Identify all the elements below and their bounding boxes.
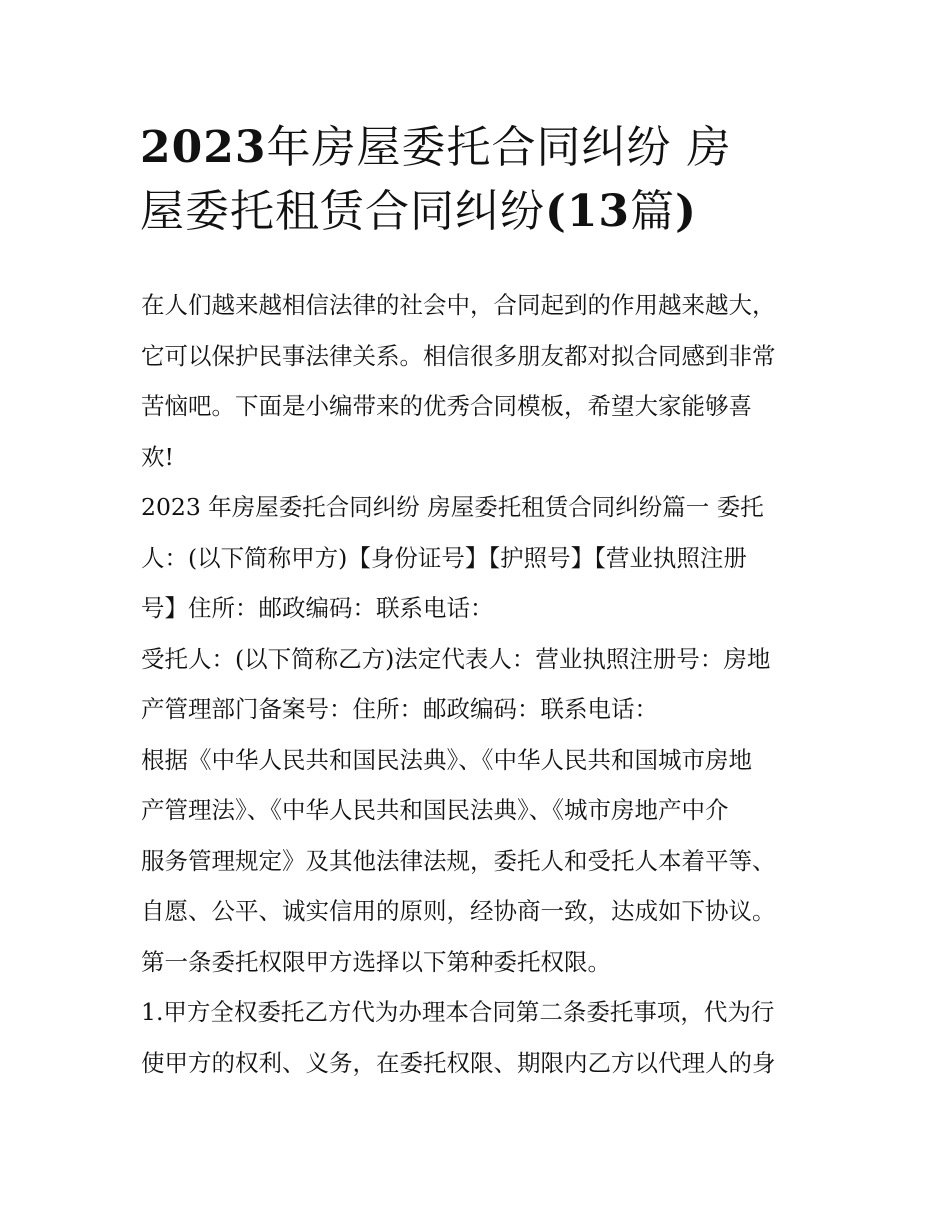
body-line: 产管理法》、《中华人民共和国民法典》、《城市房地产中介 <box>141 796 729 824</box>
body-line: 自愿、公平、诚实信用的原则，经协商一致，达成如下协议。 <box>141 897 776 925</box>
body-line: 受托人：(以下简称乙方)法定代表人：营业执照注册号：房地 <box>141 644 771 673</box>
document-title <box>140 116 820 244</box>
body-line: 使甲方的权利、义务，在委托权限、期限内乙方以代理人的身 <box>141 1048 776 1077</box>
body-line: 苦恼吧。下面是小编带来的优秀合同模板，希望大家能够喜 <box>141 392 752 420</box>
title-count: (13 <box>545 186 631 237</box>
body-line: 号】住所：邮政编码：联系电话： <box>141 594 494 622</box>
title-close-paren: ) <box>675 186 697 237</box>
body-line: 欢! <box>141 442 174 471</box>
title-year: 2023 <box>140 122 267 173</box>
title-text-2: 屋委托租赁合同纠纷 <box>140 186 545 237</box>
body-line: 服务管理规定》及其他法律法规，委托人和受托人本着平等、 <box>141 846 776 875</box>
title-line-1 <box>140 122 731 173</box>
title-count-unit: 篇 <box>630 186 676 237</box>
title-text-1: 年房屋委托合同纠纷 房 <box>266 122 732 173</box>
body-line: 人：(以下简称甲方)【身份证号】【护照号】【营业执照注册 <box>141 543 747 572</box>
document-body <box>141 280 821 1088</box>
body-line: 第一条委托权限甲方选择以下第种委托权限。 <box>141 947 611 976</box>
body-line: 它可以保护民事法律关系。相信很多朋友都对拟合同感到非常 <box>141 341 776 370</box>
body-line: 1.甲方全权委托乙方代为办理本合同第二条委托事项，代为行 <box>141 998 775 1026</box>
title-line-2 <box>140 186 697 237</box>
body-line: 根据《中华人民共和国民法典》、《中华人民共和国城市房地 <box>141 745 752 774</box>
body-line: 在人们越来越相信法律的社会中，合同起到的作用越来越大， <box>141 291 776 319</box>
body-line: 产管理部门备案号：住所：邮政编码：联系电话： <box>141 695 658 723</box>
body-line: 2023 年房屋委托合同纠纷 房屋委托租赁合同纠纷篇一 委托 <box>141 493 764 521</box>
